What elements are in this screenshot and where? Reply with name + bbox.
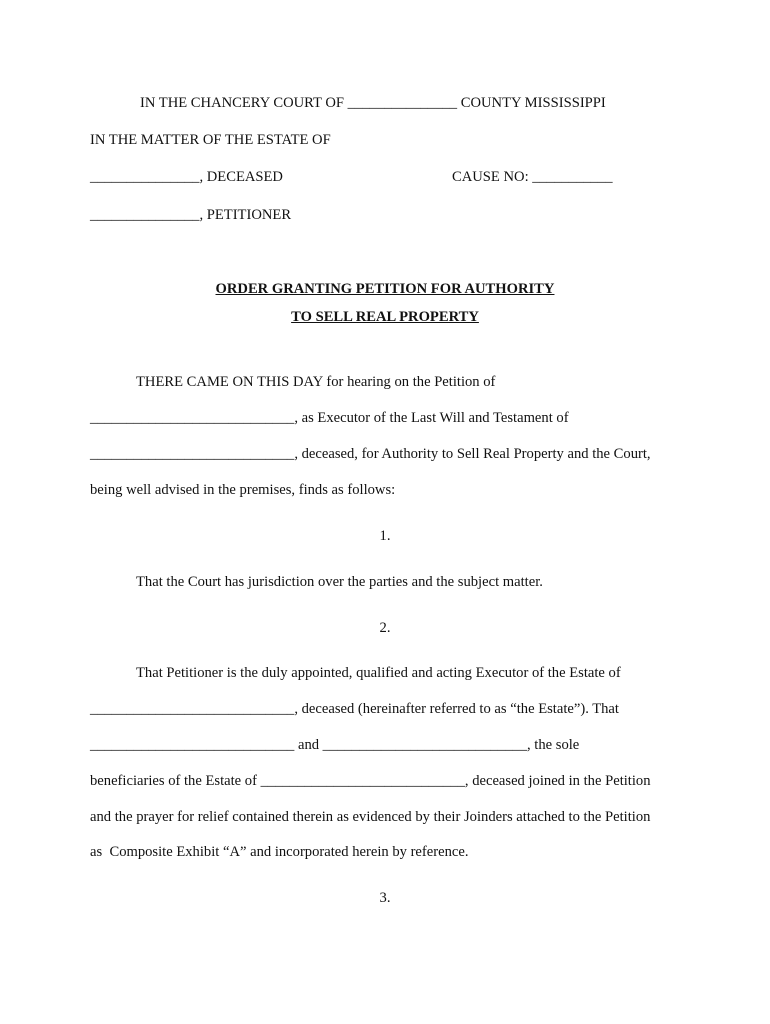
cause-number: [452, 168, 613, 186]
intro-line-1: THERE CAME ON THIS DAY for hearing on the Petition of: [136, 374, 496, 390]
order-title-line-1: ORDER GRANTING PETITION FOR AUTHORITY: [215, 281, 555, 297]
estate-matter-line: IN THE MATTER OF THE ESTATE OF: [90, 132, 331, 148]
order-title-line-2: TO SELL REAL PROPERTY: [291, 309, 479, 325]
finding-2-line-4: beneficiaries of the Estate of ____________________________, deceased joined in the Petition: [90, 773, 651, 789]
intro-line-3: ____________________________, deceased, for Authority to Sell Real Property and the Court,: [90, 446, 651, 462]
intro-line-4: being well advised in the premises, finds as follows:: [90, 482, 396, 498]
finding-number-1: 1.: [379, 528, 391, 544]
cause-number-blank: ___________: [532, 169, 613, 185]
finding-2-line-1: That Petitioner is the duly appointed, qualified and acting Executor of the Estate of: [136, 665, 621, 681]
finding-2-line-2: ____________________________, deceased (hereinafter referred to as “the Estate”). That: [90, 701, 619, 717]
finding-1-line-1: That the Court has jurisdiction over the parties and the subject matter.: [136, 574, 543, 590]
finding-2-line-5: and the prayer for relief contained therein as evidenced by their Joinders attached to the Petition: [90, 809, 651, 825]
finding-number-3: 3.: [379, 890, 391, 906]
cause-number-label: CAUSE NO:: [452, 169, 533, 185]
deceased-line: _______________, DECEASED: [90, 169, 283, 185]
finding-number-2: 2.: [379, 620, 391, 636]
petitioner-line: _______________, PETITIONER: [90, 207, 292, 223]
finding-2-line-3: ____________________________ and ____________________________, the sole: [90, 737, 580, 753]
intro-line-2: ____________________________, as Executor of the Last Will and Testament of: [90, 410, 569, 426]
finding-2-line-6: as Composite Exhibit “A” and incorporated herein by reference.: [90, 844, 469, 860]
court-heading: IN THE CHANCERY COURT OF _______________ COUNTY MISSISSIPPI: [140, 95, 606, 111]
